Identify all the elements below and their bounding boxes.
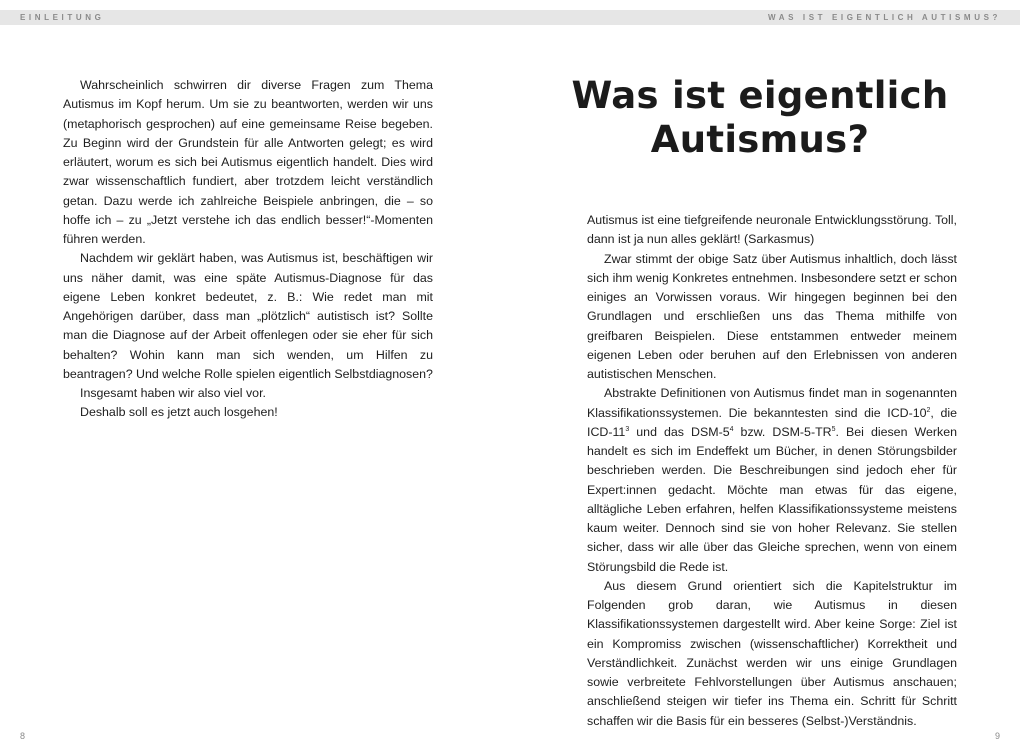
right-running-head: WAS IST EIGENTLICH AUTISMUS?: [768, 13, 1001, 22]
text-segment: . Bei diesen Werken handelt es sich im Endeffekt um Bücher, in denen Störungsbilder beschrieben werden. Die Beschreibungen sind jedoch eher für Expert:innen gedacht. Möchte man etwas für das eigene, alltägliche Leben erfahren, helfen Klassifikationssysteme meistens kaum weiter. Dennoch sind sie von hoher Relevanz. Sie stellen sicher, dass wir alle über das Gleiche sprechen, wenn von einem Störungsbild die Rede ist.: [587, 424, 957, 574]
footnote-ref: 3: [625, 425, 630, 433]
footnote-ref: 2: [926, 406, 931, 414]
page-number: 9: [994, 731, 1000, 741]
page-number: 8: [20, 731, 26, 741]
left-running-head: EINLEITUNG: [20, 13, 105, 22]
left-body-text: [63, 76, 433, 423]
paragraph: Autismus ist eine tiefgreifende neuronale Entwicklungsstörung. Toll, dann ist ja nun alles geklärt! (Sarkasmus): [587, 213, 957, 247]
chapter-title: Was ist eigentlich Autismus?: [571, 74, 949, 161]
right-page: [510, 0, 1020, 756]
footnote-ref: 5: [831, 425, 836, 433]
paragraph: Insgesamt haben wir also viel vor.: [80, 386, 266, 400]
right-body-text: [587, 211, 957, 731]
paragraph: Nachdem wir geklärt haben, was Autismus ist, beschäftigen wir uns näher damit, was eine späte Autismus-Diagnose für das eigene Leben konkret bedeutet, z. B.: Wie redet man mit Angehörigen darüber, dass man „plötzlich“ autistisch ist? Sollte man die Diagnose auf der Arbeit offenlegen oder sie eher für sich behalten? Wohin kann man sich wenden, um Hilfen zu beantragen? Und welche Rolle spielen eigentlich Selbstdiagnosen?: [63, 251, 433, 381]
text-segment: bzw. DSM-5-TR: [733, 424, 832, 439]
text-segment: Abstrakte Definitionen von Autismus findet man in sogenannten Klassifikationssystemen. Die bekanntesten sind die ICD-10: [587, 386, 957, 420]
paragraph: [587, 384, 957, 577]
paragraph: Deshalb soll es jetzt auch losgehen!: [80, 405, 278, 420]
text-segment: , die ICD-11: [587, 405, 958, 439]
footnote-ref: 4: [729, 425, 734, 433]
text-segment: und das DSM-5: [629, 424, 730, 439]
paragraph: Aus diesem Grund orientiert sich die Kapitelstruktur im Folgenden grob daran, wie Autismus in diesen Klassifikationssystemen dargestellt wird. Aber keine Sorge: Ziel ist ein Kompromiss zwischen (wissenschaftlicher) Korrektheit und Verständlichkeit. Zunächst werden wir uns einige Grundlagen sowie verbreitete Fehlvorstellungen über Autismus anschauen; anschließend steigen wir tiefer ins Thema ein. Schritt für Schritt schaffen wir die Basis für ein besseres (Selbst-)Verständnis.: [587, 578, 957, 728]
paragraph: Zwar stimmt der obige Satz über Autismus inhaltlich, doch lässt sich ihm wenig Konkretes entnehmen. Insbesondere setzt er schon einiges an Vorwissen voraus. Wir hingegen beginnen bei den Grundlagen und erschließen uns das Thema mithilfe von greifbaren Beispielen. Diese entstammen entweder meinem eigenen Leben oder beruhen auf den Erlebnissen von anderen autistischen Menschen.: [587, 251, 957, 381]
paragraph: Wahrscheinlich schwirren dir diverse Fragen zum Thema Autismus im Kopf herum. Um sie zu beantworten, werden wir uns (metaphorisch gesprochen) auf eine gemeinsame Reise begeben. Zu Beginn wird der Grundstein für alle Antworten gelegt; es wird erläutert, worum es sich bei Autismus eigentlich handelt. Dies wird zwar wissenschaftlich fundiert, aber trotzdem leicht verständlich getan. Dazu werde ich zahlreiche Beispiele anbringen, die – so hoffe ich – zu „Jetzt verstehe ich das endlich besser!“-Momenten führen werden.: [63, 78, 433, 246]
